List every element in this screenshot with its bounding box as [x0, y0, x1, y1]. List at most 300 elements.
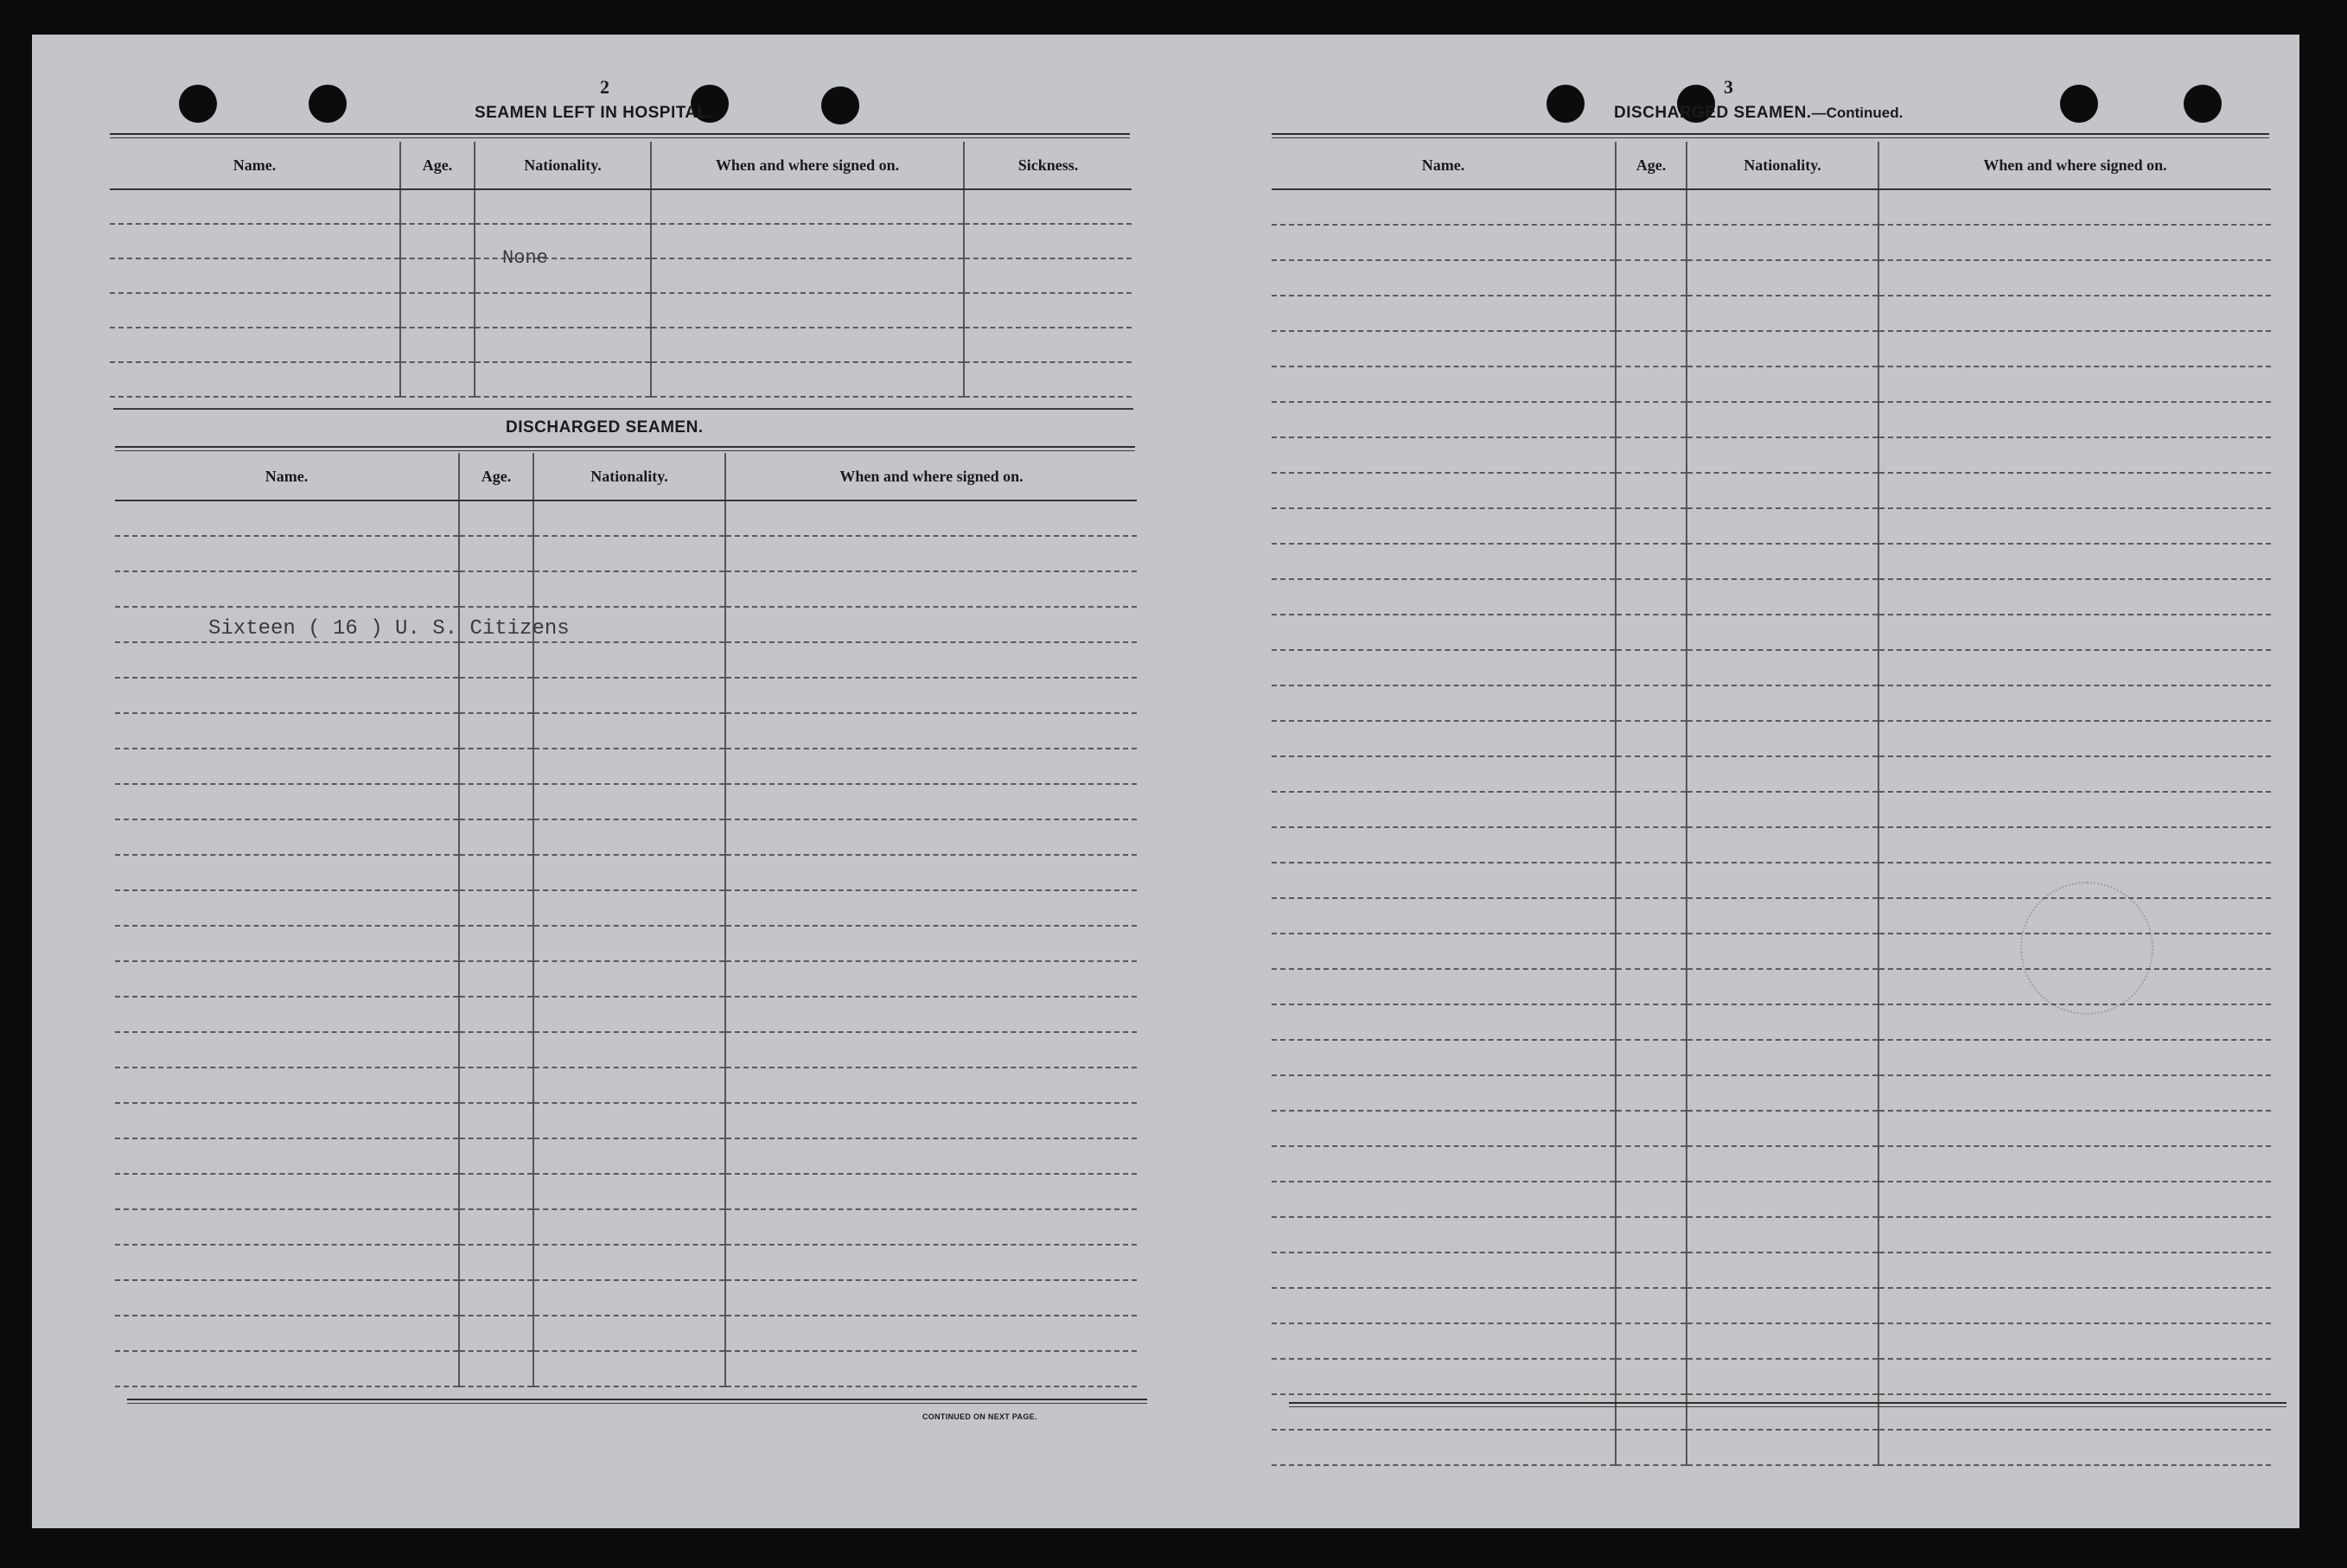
table-cell [1272, 934, 1616, 969]
table-cell [1687, 402, 1878, 437]
table-cell [1878, 508, 2271, 544]
table-cell [115, 997, 459, 1032]
table-row [1272, 650, 2271, 685]
column-header-sickness: Sickness. [964, 142, 1132, 189]
table-cell [533, 1245, 725, 1280]
table-cell [533, 890, 725, 926]
table-cell [115, 961, 459, 997]
table-row [115, 678, 1137, 713]
table-cell [1687, 721, 1878, 756]
table-cell [1687, 756, 1878, 792]
table-cell [1687, 827, 1878, 863]
table-cell [725, 961, 1137, 997]
table-cell [115, 713, 459, 749]
table-cell [533, 1316, 725, 1351]
table-cell [1878, 1182, 2271, 1217]
table-cell [1687, 260, 1878, 296]
table-cell [1272, 331, 1616, 367]
table-row [1272, 1111, 2271, 1146]
title-main: DISCHARGED SEAMEN. [1614, 104, 1812, 122]
table-cell [1687, 225, 1878, 260]
table-cell [1687, 1182, 1878, 1217]
table-row [1272, 473, 2271, 508]
table-row [1272, 367, 2271, 402]
table-row [1272, 1288, 2271, 1323]
table-cell [1272, 898, 1616, 934]
table-cell [1272, 225, 1616, 260]
table-cell [1687, 437, 1878, 473]
table-cell [115, 1103, 459, 1138]
table-cell [1616, 1430, 1687, 1465]
table-cell [725, 926, 1137, 961]
table-cell [115, 1280, 459, 1316]
table-cell [1878, 225, 2271, 260]
page-number: 2 [600, 76, 609, 98]
table-cell [1878, 1288, 2271, 1323]
table-cell [475, 362, 651, 397]
table-row [1272, 1040, 2271, 1075]
table-cell [1687, 685, 1878, 721]
table-cell [459, 1209, 533, 1245]
table-row [1272, 508, 2271, 544]
discharged-table [115, 453, 1137, 1387]
table-cell [1272, 1146, 1616, 1182]
table-cell [1616, 1359, 1687, 1394]
punch-hole-icon [1547, 85, 1585, 123]
table-cell [459, 997, 533, 1032]
table-row [115, 1316, 1137, 1351]
table-cell [1878, 296, 2271, 331]
table-cell [115, 642, 459, 678]
table-cell [725, 784, 1137, 819]
table-cell [964, 328, 1132, 362]
table-cell [1272, 685, 1616, 721]
table-cell [725, 749, 1137, 784]
table-cell [459, 819, 533, 855]
table-cell [1272, 1040, 1616, 1075]
column-header-nationality: Nationality. [475, 142, 651, 189]
table-cell [651, 189, 964, 224]
table-cell [115, 500, 459, 536]
table-cell [459, 1068, 533, 1103]
table-cell [533, 713, 725, 749]
column-header-name: Name. [115, 453, 459, 500]
table-cell [459, 500, 533, 536]
table-cell [1272, 544, 1616, 579]
left-page [32, 35, 1156, 1528]
table-row [1272, 615, 2271, 650]
table-cell [459, 1103, 533, 1138]
table-cell [400, 224, 475, 258]
table-cell [115, 1316, 459, 1351]
table-cell [475, 189, 651, 224]
table-cell [725, 1209, 1137, 1245]
table-row [110, 258, 1132, 293]
table-cell [533, 1068, 725, 1103]
table-cell [1272, 1111, 1616, 1146]
table-cell [1272, 437, 1616, 473]
punch-hole-icon [179, 85, 217, 123]
table-cell [1616, 473, 1687, 508]
table-row [115, 1174, 1137, 1209]
table-cell [400, 293, 475, 328]
table-cell [1616, 296, 1687, 331]
table-cell [1878, 1146, 2271, 1182]
table-cell [1616, 934, 1687, 969]
table-cell [533, 1351, 725, 1386]
table-row [115, 1245, 1137, 1280]
table-row [1272, 827, 2271, 863]
table-cell [1878, 827, 2271, 863]
column-header-signed-on: When and where signed on. [651, 142, 964, 189]
table-cell [1878, 1430, 2271, 1465]
table-cell [115, 926, 459, 961]
table-cell [725, 713, 1137, 749]
table-cell [1616, 1323, 1687, 1359]
table-cell [1616, 969, 1687, 1004]
table-row [115, 784, 1137, 819]
table-cell [533, 571, 725, 607]
table-cell [533, 1032, 725, 1068]
table-cell [533, 961, 725, 997]
table-cell [1687, 898, 1878, 934]
table-cell [1687, 863, 1878, 898]
table-cell [459, 749, 533, 784]
table-row [115, 819, 1137, 855]
table-cell [533, 500, 725, 536]
table-cell [533, 678, 725, 713]
table-cell [1878, 1217, 2271, 1252]
discharged-section-title: DISCHARGED SEAMEN. [506, 418, 704, 437]
table-cell [1687, 331, 1878, 367]
table-cell [115, 784, 459, 819]
table-row [1272, 1323, 2271, 1359]
table-cell [1616, 331, 1687, 367]
table-row [1272, 1359, 2271, 1394]
table-cell [1878, 1075, 2271, 1111]
table-cell [1687, 1359, 1878, 1394]
table-cell [115, 1032, 459, 1068]
column-header-name: Name. [1272, 142, 1616, 189]
document-scan [32, 35, 2299, 1528]
divider [127, 1399, 1147, 1404]
table-cell [964, 362, 1132, 397]
table-cell [115, 855, 459, 890]
table-row [110, 224, 1132, 258]
table-cell [459, 1174, 533, 1209]
table-row [115, 571, 1137, 607]
table-cell [1616, 1288, 1687, 1323]
table-cell [1616, 898, 1687, 934]
table-cell [459, 1316, 533, 1351]
footer-continued: CONTINUED ON NEXT PAGE. [922, 1412, 1037, 1421]
table-cell [1272, 969, 1616, 1004]
hospital-section-title: SEAMEN LEFT IN HOSPITAL. [475, 104, 713, 122]
table-cell [533, 1174, 725, 1209]
divider [110, 133, 1130, 138]
table-cell [1687, 189, 1878, 225]
table-cell [651, 328, 964, 362]
divider [115, 446, 1135, 451]
table-row [1272, 260, 2271, 296]
discharged-continued-title [1614, 104, 1903, 123]
table-cell [1687, 1040, 1878, 1075]
table-cell [1687, 473, 1878, 508]
table-cell [725, 1103, 1137, 1138]
table-row [115, 1068, 1137, 1103]
table-cell [1616, 260, 1687, 296]
table-cell [725, 1245, 1137, 1280]
table-cell [1272, 792, 1616, 827]
table-row [115, 713, 1137, 749]
table-cell [1272, 756, 1616, 792]
table-cell [1616, 579, 1687, 615]
table-row [115, 997, 1137, 1032]
table-cell [1687, 1146, 1878, 1182]
table-cell [115, 571, 459, 607]
column-header-age: Age. [400, 142, 475, 189]
table-cell [1616, 792, 1687, 827]
table-cell [1272, 473, 1616, 508]
table-row [1272, 437, 2271, 473]
table-cell [115, 1351, 459, 1386]
table-cell [1272, 721, 1616, 756]
table-cell [1687, 1252, 1878, 1288]
table-cell [115, 1209, 459, 1245]
punch-hole-icon [309, 85, 347, 123]
table-cell [1878, 402, 2271, 437]
table-cell [964, 258, 1132, 293]
table-cell [1878, 756, 2271, 792]
table-row [1272, 544, 2271, 579]
table-cell [1687, 544, 1878, 579]
table-cell [1616, 650, 1687, 685]
table-cell [1616, 1146, 1687, 1182]
table-cell [110, 293, 400, 328]
table-cell [725, 1138, 1137, 1174]
table-row [1272, 1004, 2271, 1040]
table-cell [115, 1245, 459, 1280]
divider [1272, 133, 2269, 138]
table-cell [1687, 934, 1878, 969]
table-row [115, 890, 1137, 926]
table-cell [725, 997, 1137, 1032]
table-cell [1878, 367, 2271, 402]
table-cell [1878, 792, 2271, 827]
column-header-age: Age. [459, 453, 533, 500]
table-cell [115, 749, 459, 784]
table-cell [533, 926, 725, 961]
table-cell [115, 1174, 459, 1209]
table-cell [459, 1138, 533, 1174]
table-row [115, 1209, 1137, 1245]
table-cell [1878, 615, 2271, 650]
table-row [1272, 1252, 2271, 1288]
table-cell [1687, 1430, 1878, 1465]
table-cell [1272, 1323, 1616, 1359]
table-row [1272, 721, 2271, 756]
table-row [1272, 685, 2271, 721]
table-cell [1272, 827, 1616, 863]
table-cell [400, 328, 475, 362]
table-cell [1272, 863, 1616, 898]
table-cell [475, 258, 651, 293]
table-cell [1616, 508, 1687, 544]
table-cell [110, 328, 400, 362]
discharged-continued-table [1272, 142, 2271, 1466]
table-cell [475, 224, 651, 258]
column-header-signed-on: When and where signed on. [725, 453, 1137, 500]
table-cell [459, 1280, 533, 1316]
table-cell [1687, 1111, 1878, 1146]
table-cell [725, 890, 1137, 926]
table-row [1272, 225, 2271, 260]
table-cell [1878, 1252, 2271, 1288]
table-cell [110, 362, 400, 397]
table-cell [1878, 473, 2271, 508]
table-cell [1878, 260, 2271, 296]
table-cell [1616, 1182, 1687, 1217]
table-cell [651, 293, 964, 328]
table-cell [725, 500, 1137, 536]
table-cell [1687, 1004, 1878, 1040]
column-header-nationality: Nationality. [533, 453, 725, 500]
table-cell [1272, 260, 1616, 296]
table-cell [459, 642, 533, 678]
table-row [115, 1138, 1137, 1174]
table-cell [1272, 1004, 1616, 1040]
table-cell [1272, 1288, 1616, 1323]
table-row [115, 1280, 1137, 1316]
table-cell [533, 997, 725, 1032]
table-cell [475, 293, 651, 328]
divider [113, 408, 1133, 410]
table-row [1272, 1182, 2271, 1217]
table-row [115, 642, 1137, 678]
table-row [1272, 756, 2271, 792]
table-cell [115, 819, 459, 855]
table-row [1272, 792, 2271, 827]
divider [1289, 1402, 2286, 1407]
table-cell [459, 961, 533, 997]
table-row [110, 362, 1132, 397]
table-cell [1272, 1252, 1616, 1288]
table-cell [110, 224, 400, 258]
table-cell [1687, 579, 1878, 615]
table-cell [1272, 508, 1616, 544]
table-row [1272, 1075, 2271, 1111]
table-cell [1272, 650, 1616, 685]
table-cell [725, 1351, 1137, 1386]
table-row [1272, 1146, 2271, 1182]
table-cell [1272, 1182, 1616, 1217]
title-continued: —Continued. [1811, 105, 1904, 121]
table-cell [1616, 685, 1687, 721]
table-cell [964, 293, 1132, 328]
table-cell [1687, 615, 1878, 650]
punch-hole-icon [2060, 85, 2098, 123]
table-cell [1272, 296, 1616, 331]
table-cell [533, 642, 725, 678]
table-cell [725, 819, 1137, 855]
table-cell [1878, 650, 2271, 685]
table-cell [1687, 367, 1878, 402]
table-cell [1687, 792, 1878, 827]
table-cell [459, 536, 533, 571]
table-cell [459, 855, 533, 890]
table-cell [1878, 544, 2271, 579]
table-cell [1272, 615, 1616, 650]
right-page [1225, 35, 2299, 1528]
table-row [1272, 189, 2271, 225]
table-cell [459, 890, 533, 926]
table-cell [400, 189, 475, 224]
table-cell [459, 926, 533, 961]
table-cell [1272, 1359, 1616, 1394]
table-cell [725, 1316, 1137, 1351]
table-cell [115, 678, 459, 713]
table-cell [725, 855, 1137, 890]
table-cell [1878, 1359, 2271, 1394]
faint-stamp-icon [2020, 882, 2153, 1015]
table-cell [533, 819, 725, 855]
table-cell [110, 189, 400, 224]
table-cell [1616, 1252, 1687, 1288]
punch-hole-icon [821, 86, 859, 124]
table-cell [651, 258, 964, 293]
table-cell [725, 678, 1137, 713]
table-cell [1616, 1004, 1687, 1040]
table-cell [533, 784, 725, 819]
table-cell [400, 258, 475, 293]
table-row [1272, 331, 2271, 367]
table-cell [651, 362, 964, 397]
table-cell [459, 784, 533, 819]
table-cell [1616, 225, 1687, 260]
table-cell [475, 328, 651, 362]
table-cell [1272, 189, 1616, 225]
table-row [1272, 402, 2271, 437]
discharged-entry: Sixteen ( 16 ) U. S. Citizens [208, 617, 570, 641]
table-cell [1878, 721, 2271, 756]
table-cell [725, 536, 1137, 571]
table-cell [1616, 544, 1687, 579]
table-cell [1616, 437, 1687, 473]
table-cell [1616, 1217, 1687, 1252]
table-cell [533, 1138, 725, 1174]
table-row [1272, 1217, 2271, 1252]
table-cell [1272, 367, 1616, 402]
table-cell [964, 189, 1132, 224]
table-cell [1878, 1111, 2271, 1146]
table-cell [1878, 579, 2271, 615]
table-cell [1687, 650, 1878, 685]
table-row [115, 1103, 1137, 1138]
table-cell [1878, 331, 2271, 367]
table-cell [1616, 367, 1687, 402]
column-header-nationality: Nationality. [1687, 142, 1878, 189]
column-header-age: Age. [1616, 142, 1687, 189]
table-cell [1616, 402, 1687, 437]
table-cell [1687, 1075, 1878, 1111]
table-row [115, 926, 1137, 961]
table-cell [1616, 827, 1687, 863]
table-row [115, 855, 1137, 890]
table-cell [1878, 437, 2271, 473]
table-row [110, 189, 1132, 224]
table-cell [1687, 1394, 1878, 1430]
table-row [115, 749, 1137, 784]
